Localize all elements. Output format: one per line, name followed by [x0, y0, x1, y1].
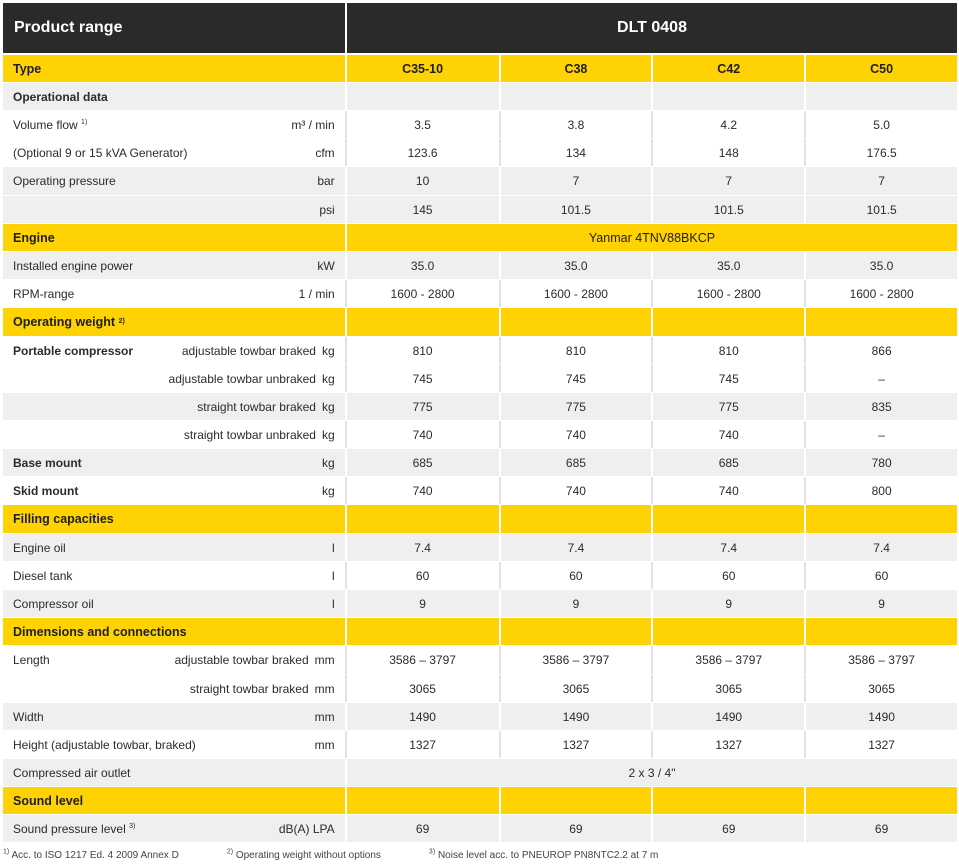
value-cell: 3586 – 3797 [345, 646, 499, 674]
unit: bar [317, 174, 335, 188]
row-label: Installed engine power [13, 258, 134, 273]
value-cell: 685 [345, 449, 499, 476]
value-cell: 7 [651, 167, 804, 195]
row-label-cell [3, 590, 345, 617]
value-cell: 60 [804, 562, 957, 589]
value-cell: 3586 – 3797 [804, 646, 957, 674]
row-label: Operating pressure [13, 174, 116, 188]
footnotes [3, 846, 957, 864]
footnote-text: Noise level acc. to PNEUROP PN8NTC2.2 at 7 m [437, 849, 659, 861]
value-cell: 740 [345, 477, 499, 504]
qualifier: straight towbar braked [197, 399, 316, 414]
section-filling [3, 505, 957, 533]
section-label-cell: Operating weight 2) [3, 308, 345, 336]
empty-cell [804, 505, 957, 533]
value-cell: 134 [499, 139, 652, 166]
section-label: Operating weight [13, 315, 116, 329]
unit: l [331, 568, 335, 583]
value-cell: 1327 [651, 731, 804, 758]
footnote-mark: 3) [428, 848, 436, 856]
value-cell: 35.0 [651, 252, 804, 279]
section-label: Sound level [3, 787, 345, 814]
value-cell: 101.5 [499, 196, 652, 223]
unit: mm [314, 709, 335, 724]
empty-cell [499, 308, 652, 336]
section-label: Dimensions and connections [3, 618, 345, 645]
unit: kg [321, 483, 335, 498]
product-range-title: Product range [3, 3, 345, 53]
row-label-cell [3, 646, 345, 674]
empty-cell [651, 618, 804, 645]
empty-cell [804, 618, 957, 645]
value-cell: 810 [651, 337, 804, 364]
type-col-2: C38 [499, 55, 652, 82]
row-width [3, 703, 957, 730]
row-engine-power [3, 252, 957, 279]
row-label: Diesel tank [13, 568, 73, 583]
row-diesel-tank [3, 562, 957, 589]
row-label-cell [3, 337, 345, 364]
row-portable-adj-braked [3, 337, 957, 364]
unit: kg [321, 343, 335, 358]
footnote-ref: 3) [129, 822, 136, 830]
unit: kW [317, 258, 335, 273]
type-col-1: C35-10 [345, 55, 499, 82]
row-label-cell [3, 139, 345, 166]
empty-cell [804, 83, 957, 110]
value-cell: 7.4 [804, 534, 957, 561]
row-engine-oil [3, 534, 957, 561]
value-cell: 145 [345, 196, 499, 223]
value-cell: – [804, 365, 957, 392]
row-label-cell [3, 562, 345, 589]
unit: kg [321, 371, 335, 386]
row-label: Skid mount [13, 483, 79, 498]
section-label: Operational data [3, 83, 345, 110]
value-cell: 10 [345, 167, 499, 195]
row-air-outlet [3, 759, 957, 786]
row-label: Base mount [13, 455, 82, 470]
value-cell: 176.5 [804, 139, 957, 166]
value-cell: 7 [804, 167, 957, 195]
row-portable-adj-unbraked [3, 365, 957, 392]
empty-cell [499, 618, 652, 645]
row-portable-str-unbraked [3, 421, 957, 448]
value-cell: 1600 - 2800 [804, 280, 957, 307]
value-cell: 3.5 [345, 111, 499, 138]
value-cell: 69 [345, 815, 499, 842]
section-engine [3, 224, 957, 251]
value-cell: 740 [651, 477, 804, 504]
value-cell: 35.0 [499, 252, 652, 279]
value-cell: 101.5 [651, 196, 804, 223]
row-label: RPM-range [13, 286, 75, 301]
footnote-mark: 2) [226, 848, 234, 856]
type-row [3, 55, 957, 82]
value-cell: 685 [499, 449, 652, 476]
row-volume-flow [3, 111, 957, 138]
value-cell: 7.4 [345, 534, 499, 561]
empty-cell [651, 505, 804, 533]
value-cell: 5.0 [804, 111, 957, 138]
value-cell: 4.2 [651, 111, 804, 138]
value-cell: 3065 [804, 675, 957, 702]
row-label: Height (adjustable towbar, braked) [13, 737, 196, 752]
row-label-cell [3, 731, 345, 758]
value-cell: 775 [651, 393, 804, 420]
section-sound [3, 787, 957, 814]
qualifier: straight towbar braked [189, 681, 309, 696]
value-cell: 810 [345, 337, 499, 364]
value-cell: 7.4 [499, 534, 652, 561]
empty-cell [345, 505, 499, 533]
row-label-cell [3, 365, 345, 392]
value-cell: 1490 [651, 703, 804, 730]
unit: kg [321, 427, 335, 442]
empty-cell [499, 505, 652, 533]
row-label: Compressed air outlet [13, 765, 131, 780]
value-cell: 775 [345, 393, 499, 420]
footnote-1 [3, 850, 203, 861]
row-label-cell [3, 675, 345, 702]
value-cell: 9 [345, 590, 499, 617]
row-portable-str-braked [3, 393, 957, 420]
value-cell: 7 [499, 167, 652, 195]
empty-cell [345, 787, 499, 814]
section-operational [3, 83, 957, 110]
value-cell: 101.5 [804, 196, 957, 223]
value-cell: 35.0 [804, 252, 957, 279]
value-cell: – [804, 421, 957, 448]
row-label-cell [3, 759, 345, 786]
empty-cell [499, 83, 652, 110]
value-cell: 740 [651, 421, 804, 448]
type-col-3: C42 [651, 55, 804, 82]
value-cell: 123.6 [345, 139, 499, 166]
value-cell: 3065 [651, 675, 804, 702]
footnote-text: Acc. to ISO 1217 Ed. 4 2009 Annex D [11, 849, 179, 861]
row-compressor-oil [3, 590, 957, 617]
value-cell: 740 [499, 477, 652, 504]
unit: cfm [315, 145, 335, 160]
row-label-cell [3, 393, 345, 420]
value-cell: 3586 – 3797 [651, 646, 804, 674]
value-cell: 685 [651, 449, 804, 476]
unit: l [331, 596, 335, 611]
value-cell: 3586 – 3797 [499, 646, 652, 674]
value-cell: 35.0 [345, 252, 499, 279]
empty-cell [804, 787, 957, 814]
qualifier: adjustable towbar unbraked [168, 371, 316, 386]
unit: m³ / min [291, 117, 335, 132]
row-label [13, 822, 273, 836]
row-length-straight [3, 675, 957, 702]
row-operating-pressure-psi [3, 196, 957, 223]
qualifier: adjustable towbar braked [181, 343, 316, 358]
empty-cell [651, 308, 804, 336]
section-label: Filling capacities [3, 505, 345, 533]
footnote-ref: 1) [81, 118, 88, 126]
empty-cell [345, 83, 499, 110]
empty-cell [345, 618, 499, 645]
footnote-text: Operating weight without options [235, 849, 381, 861]
value-cell: 1490 [345, 703, 499, 730]
value-cell: 69 [499, 815, 652, 842]
value-cell: 1490 [804, 703, 957, 730]
value-cell: 1327 [345, 731, 499, 758]
row-operating-pressure-bar [3, 167, 957, 195]
value-cell: 810 [499, 337, 652, 364]
row-label-cell [3, 252, 345, 279]
value-cell: 148 [651, 139, 804, 166]
value-cell: 775 [499, 393, 652, 420]
value-cell: 9 [499, 590, 652, 617]
value-cell: 2 x 3 / 4" [345, 759, 957, 786]
value-cell: 835 [804, 393, 957, 420]
empty-cell [499, 787, 652, 814]
unit: mm [314, 681, 335, 696]
value-cell: 69 [804, 815, 957, 842]
row-label-cell [3, 815, 345, 842]
footnote-3 [429, 850, 682, 861]
value-cell: 745 [499, 365, 652, 392]
value-cell: 1327 [499, 731, 652, 758]
unit: mm [314, 653, 335, 667]
unit: mm [314, 737, 335, 752]
row-label: Compressor oil [13, 596, 94, 611]
value-cell: 745 [345, 365, 499, 392]
qualifier: adjustable towbar braked [174, 653, 309, 667]
row-optional-generator [3, 139, 957, 166]
footnote-mark: 1) [3, 848, 10, 856]
row-label: Engine oil [13, 540, 66, 555]
row-base-mount [3, 449, 957, 476]
value-cell: 60 [499, 562, 652, 589]
unit: psi [319, 202, 335, 217]
model-title: DLT 0408 [345, 3, 957, 53]
empty-cell [345, 308, 499, 336]
unit: dB(A) LPA [278, 821, 335, 836]
row-rpm-range [3, 280, 957, 307]
value-cell: 60 [345, 562, 499, 589]
row-label: Width [13, 709, 44, 724]
row-length-adj [3, 646, 957, 674]
empty-cell [651, 83, 804, 110]
value-cell: 7.4 [651, 534, 804, 561]
value-cell: 1600 - 2800 [345, 280, 499, 307]
value-cell: 60 [651, 562, 804, 589]
value-cell: 1600 - 2800 [651, 280, 804, 307]
row-label-cell [3, 421, 345, 448]
label-text: Volume flow [13, 117, 78, 132]
header-row [3, 3, 957, 53]
value-cell: 800 [804, 477, 957, 504]
row-label-cell [3, 111, 345, 138]
row-label: (Optional 9 or 15 kVA Generator) [13, 145, 188, 160]
value-cell: 9 [804, 590, 957, 617]
value-cell: 1600 - 2800 [499, 280, 652, 307]
value-cell: 1490 [499, 703, 652, 730]
value-cell: 866 [804, 337, 957, 364]
value-cell: 740 [345, 421, 499, 448]
section-dimensions [3, 618, 957, 645]
label-text: Sound pressure level [13, 821, 126, 836]
value-cell: 3065 [499, 675, 652, 702]
row-label [13, 118, 285, 132]
row-height [3, 731, 957, 758]
footnote-2 [227, 850, 405, 861]
value-cell: 780 [804, 449, 957, 476]
value-cell: 745 [651, 365, 804, 392]
engine-model: Yanmar 4TNV88BKCP [345, 224, 957, 251]
type-col-4: C50 [804, 55, 957, 82]
row-sound-pressure [3, 815, 957, 842]
value-cell: 1327 [804, 731, 957, 758]
row-label-cell [3, 449, 345, 476]
unit: l [331, 540, 335, 555]
qualifier: straight towbar unbraked [183, 427, 316, 442]
value-cell: 69 [651, 815, 804, 842]
row-label-cell [3, 280, 345, 307]
value-cell: 740 [499, 421, 652, 448]
value-cell: 3065 [345, 675, 499, 702]
value-cell: 3.8 [499, 111, 652, 138]
unit: kg [321, 399, 335, 414]
unit: kg [321, 455, 335, 470]
row-label-cell [3, 196, 345, 223]
row-label-cell [3, 167, 345, 195]
value-cell: 9 [651, 590, 804, 617]
section-operating-weight [3, 308, 957, 336]
row-label: Length [13, 653, 50, 667]
empty-cell [651, 787, 804, 814]
row-label-cell [3, 477, 345, 504]
unit: 1 / min [298, 286, 335, 301]
type-label: Type [3, 55, 345, 82]
empty-cell [804, 308, 957, 336]
row-label: Portable compressor [13, 343, 134, 358]
section-label: Engine [3, 224, 345, 251]
row-skid-mount [3, 477, 957, 504]
row-label-cell [3, 703, 345, 730]
row-label-cell [3, 534, 345, 561]
